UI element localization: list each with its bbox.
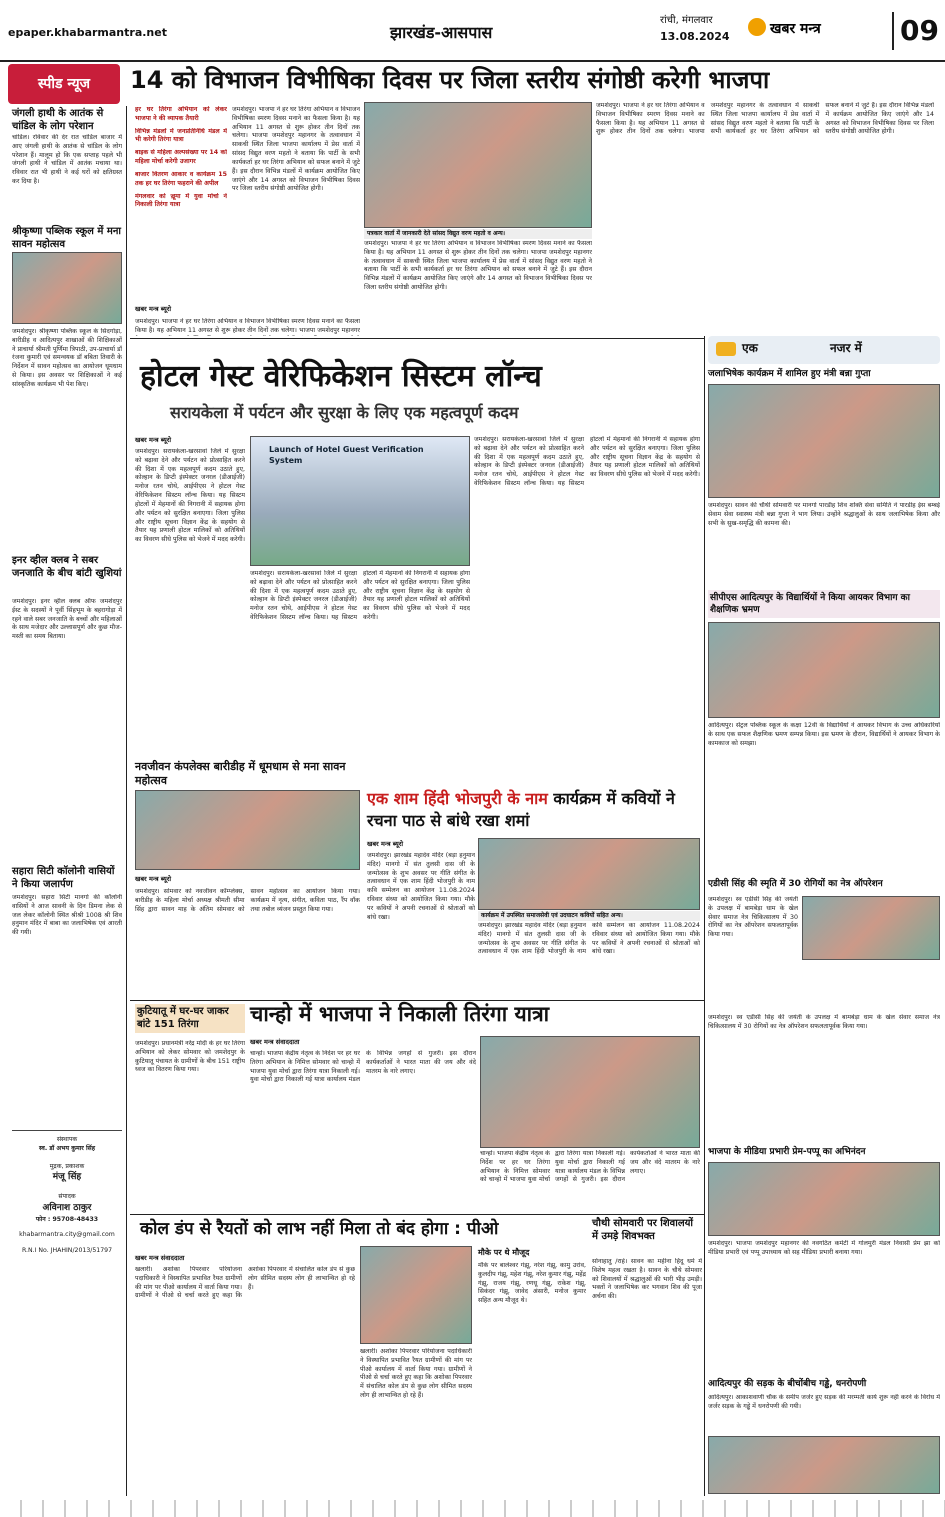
rni-number: R.N.I No. JHAHIN/2013/51797 — [21, 1246, 113, 1254]
sahara-city-headline: सहारा सिटी कॉलोनी वासियों ने किया जलार्पण — [12, 866, 115, 890]
eye-icon — [716, 342, 736, 356]
section-divider — [130, 1214, 705, 1215]
kavi-byline: खबर मन्त्र ब्यूरो — [367, 840, 404, 848]
kutiyatu-text: जमशेदपुर। प्रधानमंत्री नरेंद्र मोदी के हर घर तिरंगा अभियान को लेकर सोमवार को जमशेदपुर के कुटियातू पंचायत के ग्रामीणों के बीच 151 राष्ट्रीय ध्वज का वितरण किया गया। — [135, 1040, 245, 1074]
coal-headline: कोल डंप से रैयतों को लाभ नहीं मिला तो बंद होगा : पीओ — [140, 1219, 499, 1239]
kavi-photo — [478, 838, 700, 910]
navjeevan-byline: खबर मन्त्र ब्यूरो — [135, 875, 172, 883]
mauke-text: मौके पर बालेश्वर गंझू, नरेश गंझू, कामु उरांव, कुलदीप गंझू, महेश गंझू, नरेश कुमार गंझू, महेंद्र गंझू, राजय गंझू, रणधू गंझू, राकेश गंझू, सिकंदर गंझू, जावेद अंसारी, मनोज कुमार सहित अन्य मौजूद थे। — [478, 1262, 586, 1305]
lead-text-a: जमशेदपुर। भाजपा ने हर घर तिरंगा अभियान व विभाजन विभीषिका स्मरण दिवस मनाने का फैसला किया है। यह अभियान 11 अगस्त से शुरू होकर तीन दिनों तक चलेगा। भाजपा जमशेदपुर महानगर — [135, 318, 360, 334]
chanho-headline: चान्हो में भाजपा ने निकाली तिरंगा यात्रा — [250, 1002, 550, 1026]
epaper-url[interactable]: epaper.khabarmantra.net — [8, 26, 167, 39]
lead-bullets — [135, 106, 227, 306]
media-prabhari-headline: भाजपा के मीडिया प्रभारी प्रेम-पप्पू का अभिनंदन — [708, 1147, 866, 1157]
sahara-city-text: जमशेदपुर। सहारा सिटी मानगो की कॉलोनी वासियों ने आज सावनी के दिन डिमना लेक से जल लेकर कॉलोनी स्थित श्रीश्री 1008 श्री शिव हनुमान मंदिर में बाबा का जलाभिषेक एवं आरती की गयी। — [12, 894, 122, 937]
lead-bullet: बाइक से महिला अल्पसंख्या पर 14 को महिला मोर्चा करेगी उजागर — [135, 149, 227, 166]
lead-text-d: जमशेदपुर। भाजपा ने हर घर तिरंगा अभियान व विभाजन विभीषिका स्मरण दिवस मनाने का फैसला किया है। यह अभियान 11 अगस्त से शुरू होकर तीन दिनों तक चलेगा। भाजपा जमशेदपुर महानगर के तत्वावधान में साकची स्थित जिला भाजपा कार्यालय में प्रेस वार्ता में सांसद विद्युत वरण महतो ने बताया कि पार्टी के सभी कार्यकर्ता हर घर तिरंगा अभियान को सफल बनाने में जुटे हैं। इस दौरान विभिन्न मंडलों में कार्यक्रम आयोजित किए जाएंगे और 14 अगस्त को विभाजन विभीषिका दिवस पर जिला स्तरीय संगोष्ठी आयोजित होगी। — [596, 102, 934, 136]
hotel-byline: खबर मन्त्र ब्यूरो — [135, 436, 172, 444]
founder-label: संस्थापक — [56, 1136, 78, 1143]
publisher-label: मुद्रक, प्रकाशक — [49, 1162, 85, 1170]
chanho-byline: खबर मन्त्र संवाददाता — [250, 1038, 300, 1046]
cps-headline: सीपीएस आदित्यपुर के विद्यार्थियों ने किया आयकर विभाग का शैक्षणिक भ्रमण — [708, 590, 940, 618]
eye-camp-text-a: जमशेदपुर। स्व एडीसी सिंह की जयंती के उपलक्ष में बामबेड़ा धाम के खेल सेवार समाज नेत्र चिकित्सालय में 30 रोगियों का नेत्र ऑपरेशन सफलतापूर्वक किया गया। — [708, 896, 798, 939]
eye-camp-headline: एडीसी सिंह की स्मृति में 30 रोगियों का नेत्र ऑपरेशन — [708, 879, 883, 889]
hotel-text-c: जमशेदपुर। सरायकेला-खरसावां जिले में सुरक्षा को बढ़ावा देने और पर्यटन को प्रोत्साहित करने की दिशा में एक महत्वपूर्ण कदम उठाते हुए, कोल्हान के डिप्टी इंस्पेक्टर जनरल (डीआईजी) मनोज रतन चोथे, आईपीएस ने होटल गेस्ट वेरिफिकेशन सिस्टम लॉन्च किया। यह सिस्टम होटलों में मेहमानों की निगरानी में सहायक होगा और पर्यटन को सुरक्षित बनाएगा। जिला पुलिस और राष्ट्रीय सूचना विज्ञान केंद्र के सहयोग से तैयार यह प्रणाली होटल मालिकों को अतिथियों का विवरण सीधे पुलिस को भेजने में मदद करेगी। — [474, 436, 700, 488]
elephant-headline: जंगली हाथी के आतंक से चांडिल के लोग परेशान — [12, 108, 104, 132]
lead-bullet: हर घर तिरंगा अभियान को लेकर भाजपा ने की व्यापक तैयारी — [135, 106, 227, 122]
speed-news-badge: स्पीड न्यूज — [8, 64, 120, 104]
section-title: झारखंड-आसपास — [390, 23, 493, 42]
kavi-headline-red: एक शाम हिंदी भोजपुरी के नाम — [367, 789, 548, 808]
launch-screen-text: Launch of Hotel Guest Verification System — [269, 445, 424, 465]
brand-logo-icon — [748, 18, 766, 36]
right-column-divider — [704, 336, 705, 1496]
media-prabhari-text: जमशेदपुर। भाजपा जमशेदपुर महानगर की नवगठित कमेटी में गोलमुरी मंडल निवासी प्रेम झा को मीडिया प्रभारी एवं पप्पू उपाध्याय को सह मीडिया प्रभारी बनाया गया। — [708, 1240, 940, 1256]
jalabhishek-headline: जलाभिषेक कार्यक्रम में शामिल हुए मंत्री बन्ना गुप्ता — [708, 369, 871, 379]
media-prabhari-photo — [708, 1162, 940, 1236]
jalabhishek-text: जमशेदपुर। सावन की चौथी सोमवारी पर मानगो पारडीह शिव शक्ति सेवा समिति ने पारडीह ईस बम्बई सेवाम सेवा स्वास्थ्य मंत्री बन्ना गुप्ता ने भाग लिया। उन्होंने श्रद्धालुओं के साथ जलाभिषेक किया और सभी के सुख-समृद्धि की कामना की। — [708, 502, 940, 527]
lead-bullet: विभिन्न मंडलों में जनप्रतिनिधि मंडल में भी करेगी तिरंगा यात्रा — [135, 127, 227, 144]
section-divider — [130, 338, 705, 339]
place-day: रांची, मंगलवार — [660, 15, 713, 26]
road-potholes-text: आदित्यपुर। आकाशवाणी चौक के समीप जर्जर हुए सड़क की मरम्मती कार्य शुरू नहीं करने के विरोध में जर्जर सड़क के गड्ढे में धनरोपणी की गयी। — [708, 1394, 940, 1410]
hotel-text-a: जमशेदपुर। सरायकेला-खरसावां जिले में सुरक्षा को बढ़ावा देने और पर्यटन को प्रोत्साहित करने की दिशा में एक महत्वपूर्ण कदम उठाते हुए, कोल्हान के डिप्टी इंस्पेक्टर जनरल (डीआईजी) मनोज रतन चोथे, आईपीएस ने होटल गेस्ट वेरिफिकेशन सिस्टम लॉन्च किया। यह सिस्टम होटलों में मेहमानों की निगरानी में सहायक होगा और पर्यटन को सुरक्षित बनाएगा। जिला पुलिस और राष्ट्रीय सूचना विज्ञान केंद्र के सहयोग से तैयार यह प्रणाली होटल मालिकों को अतिथियों का विवरण सीधे पुलिस को भेजने में मदद करेगी। — [135, 448, 245, 544]
kavi-photo-caption: कार्यक्रम में उपस्थित समाजसेवी एवं उदघाटन कवियों सहित अन्य। — [478, 911, 700, 921]
publisher-name: मंजू सिंह — [52, 1171, 82, 1182]
hotel-headline: होटल गेस्ट वेरिफिकेशन सिस्टम लॉन्च — [140, 359, 542, 394]
coal-photo — [360, 1246, 472, 1344]
inner-wheel-headline: इनर व्हील क्लब ने सबर जनजाति के बीच बांटी खुशियां — [12, 555, 122, 579]
lead-bullet: मंगलवार को ज़्रूमा में युवा मोर्चा ने निकाली तिरंगा यात्रा — [135, 192, 227, 209]
kavi-text-a: जमशेदपुर। झारखंड महादेव मंदिर (बड़ा हनुमान मंदिर) मानगो में संत तुलसी दास जी के जन्मोत्सव के शुभ अवसर पर गीति संगीत के तत्वावधान में एक शाम हिंदी भोजपुरी के नाम कवि सम्मेलन का आयोजन 11.08.2024 रविवार संध्या को आयोजित किया गया। मौके पर कवियों ने अपनी रचनाओं से श्रोताओं को बांधे रखा। — [367, 852, 475, 921]
chanho-text-a: चान्हो। भाजपा केंद्रीय नेतृत्व के निर्देश पर हर घर तिरंगा अभियान के निमित्त सोमवार को चान्हो में भाजपा युवा मोर्चा द्वारा तिरंगा यात्रा निकाली गई। युवा मोर्चा द्वारा निकाली गई यात्रा कार्यालय मंडल के विभिन्न जगहों से गुजरी। इस दौरान कार्यकर्ताओं ने भारत माता की जय और वंदे मातरम के नारे लगाए। — [250, 1050, 476, 1084]
chanho-text-b: चान्हो। भाजपा केंद्रीय नेतृत्व के निर्देश पर हर घर तिरंगा अभियान के निमित्त सोमवार को चान्हो में भाजपा युवा मोर्चा द्वारा तिरंगा यात्रा निकाली गई। युवा मोर्चा द्वारा निकाली गई यात्रा कार्यालय मंडल के विभिन्न जगहों से गुजरी। इस दौरान कार्यकर्ताओं ने भारत माता की जय और वंदे मातरम के नारे लगाए। — [480, 1150, 700, 1184]
editorial-box — [12, 1130, 122, 1490]
coal-text-a: खलारी। अशोका पिपरवार परियोजना पदाधिकारी ने विस्थापित प्रभावित रैयत ग्रामीणों की मांग पर पीओ कार्यालय में वार्ता किया गया। ग्रामीणों ने पीओ से चर्चा करते हुए कहा कि अशोका पिपरवार में संचालित कोल डंप से कुछ लोग सीमित सदस्य लोग ही लाभान्वित हो रहे हैं। — [135, 1266, 355, 1300]
hotel-subheadline: सरायकेला में पर्यटन और सुरक्षा के लिए एक महत्वपूर्ण कदम — [170, 403, 519, 422]
kavi-headline — [367, 788, 697, 831]
navjeevan-text: जमशेदपुर। सोमवार को नवजीवन कॉम्प्लेक्स, बारीडीह के महिला मोर्चा अध्यक्ष श्रीमती सीमा सिंह द्वारा सावन माह के अंतिम सोमवार को सावन महोत्सव का आयोजन किया गया। कार्यक्रम में नृत्य, संगीत, कविता पाठ, रैंप वॉक तथा तबोल व्यंजन प्रस्तुत किया गया। — [135, 888, 360, 913]
ek-nazar-tag2: नजर में — [830, 341, 862, 355]
editor-phone: फोन : 95708-48433 — [35, 1216, 99, 1224]
kavi-text-b: जमशेदपुर। झारखंड महादेव मंदिर (बड़ा हनुमान मंदिर) मानगो में संत तुलसी दास जी के जन्मोत्सव के शुभ अवसर पर गीति संगीत के तत्वावधान में एक शाम हिंदी भोजपुरी के नाम कवि सम्मेलन का आयोजन 11.08.2024 रविवार संध्या को आयोजित किया गया। मौके पर कवियों ने अपनी रचनाओं से श्रोताओं को बांधे रखा। — [478, 922, 700, 956]
lead-bullet: बाजार वितरण आकार व कार्यक्रम 15 तक हर घर तिरंगा फहराने की अपील — [135, 170, 227, 187]
page-footer — [0, 1500, 945, 1517]
lead-text-c: जमशेदपुर। भाजपा ने हर घर तिरंगा अभियान व विभाजन विभीषिका स्मरण दिवस मनाने का फैसला किया है। यह अभियान 11 अगस्त से शुरू होकर तीन दिनों तक चलेगा। भाजपा जमशेदपुर महानगर के तत्वावधान में साकची स्थित जिला भाजपा कार्यालय में प्रेस वार्ता में सांसद विद्युत वरण महतो ने बताया कि पार्टी के सभी कार्यकर्ता हर घर तिरंगा अभियान को सफल बनाने में जुटे हैं। इस दौरान विभिन्न मंडलों में कार्यक्रम आयोजित किए जाएंगे और 14 अगस्त को विभाजन विभीषिका दिवस पर जिला स्तरीय संगोष्ठी आयोजित होगी। — [364, 240, 592, 292]
founder-name: स्व. डॉ अभय कुमार सिंह — [38, 1145, 96, 1153]
road-potholes-photo — [708, 1436, 940, 1494]
cps-text: आदित्यपुर। सेंट्रल पब्लिक स्कूल के कक्षा 12वीं के विद्यार्थियों ने आयकर विभाग के उच्च अधिकारियों के साथ एक सफल शैक्षणिक भ्रमण सम्पन्न किया। इस भ्रमण के दौरान, विद्यार्थियों ने आयकर विभाग के कामकाज को समझा। — [708, 722, 940, 747]
kavi-headline-rest: कार्यक्रम में कवियों ने रचना पाठ से बांधे रखा शमां — [367, 789, 675, 830]
lead-headline: 14 को विभाजन विभीषिका दिवस पर जिला स्तरीय संगोष्ठी करेगी भाजपा — [130, 66, 770, 94]
lead-photo — [364, 102, 592, 228]
navjeevan-headline: नवजीवन कंपलेक्स बारीडीह में धूमधाम से मना सावन महोत्सव — [135, 760, 346, 787]
lead-text-b: जमशेदपुर। भाजपा ने हर घर तिरंगा अभियान व विभाजन विभीषिका स्मरण दिवस मनाने का फैसला किया है। यह अभियान 11 अगस्त से शुरू होकर तीन दिनों तक चलेगा। भाजपा जमशेदपुर महानगर के तत्वावधान में साकची स्थित जिला भाजपा कार्यालय में प्रेस वार्ता में सांसद विद्युत वरण महतो ने बताया कि पार्टी के सभी कार्यकर्ता हर घर तिरंगा अभियान को सफल बनाने में जुटे हैं। इस दौरान विभिन्न मंडलों में कार्यक्रम आयोजित किए जाएंगे और 14 अगस्त को विभाजन विभीषिका दिवस पर जिला स्तरीय संगोष्ठी आयोजित होगी। — [232, 106, 360, 193]
cps-photo — [708, 622, 940, 718]
kutiyatu-headline: कुटियातू में घर-घर जाकर बांटे 151 तिरंगा — [135, 1004, 245, 1033]
inner-wheel-text: जमशेदपुर। इनर व्हील क्लब ऑफ जमशेदपुर ईस्ट के सदस्यों ने पूर्वी सिंहभूम के बहरागोड़ा में रहने वाले सबर जनजाति के बच्चों और महिलाओं के साथ मजेदार और उल्लासपूर्ण और कुछ मौज-मस्ती का समय बिताया। — [12, 598, 122, 641]
editor-label: संपादक — [58, 1193, 76, 1201]
ek-nazar-tag: एक — [742, 341, 758, 355]
navjeevan-photo — [135, 790, 360, 870]
eye-camp-text-b: जमशेदपुर। स्व एडीसी सिंह की जयंती के उपलक्ष में बामबेड़ा धाम के खेल सेवार समाज नेत्र चिकित्सालय में 30 रोगियों का नेत्र ऑपरेशन सफलतापूर्वक किया गया। — [708, 1014, 940, 1030]
editor-email[interactable]: khabarmantra.city@gmail.com — [19, 1231, 115, 1239]
road-potholes-headline: आदित्यपुर की सड़क के बीचोंबीच गड्ढे, धनरोपणी — [708, 1379, 867, 1389]
eye-camp-photo — [802, 896, 940, 960]
jalabhishek-photo — [708, 384, 940, 498]
krishna-school-text: जमशेदपुर। श्रीकृष्णा पब्लिक स्कूल के सिदगोड़ा, बारीडीह व आदित्यपुर शाखाओं की शिक्षिकाओं ने प्राचार्या श्रीमती पूर्णिमा त्रिपाठी, उप-प्राचार्या डॉ रंजना कुमारी एवं समन्वयक डॉ बबिता तिवारी के निर्देशन में सावन महोत्सव का आयोजन धूमधाम से किया। इस अवसर पर शिक्षिकाओं ने कई सांस्कृतिक कार्यक्रम भी पेश किए। — [12, 328, 122, 388]
left-column-divider — [126, 106, 127, 1496]
chauthi-somvari-headline: चौथी सोमवारी पर शिवालयों में उमड़े शिवभक्त — [592, 1218, 694, 1242]
elephant-text: चांडिल। रविवार की देर रात चांडिल बाजार में आए जंगली हाथी के आतंक से चांडिल के लोग परेशान हैं। मालूम हो कि एक सप्ताह पहले भी जंगली हाथी ने चांडिल में आतंक मचाया था। रविवार रात भी हाथी ने कई घरों को क्षतिग्रस्त कर दिया है। — [12, 134, 122, 186]
lead-byline: खबर मन्त्र ब्यूरो — [135, 305, 172, 313]
coal-byline: खबर मन्त्र संवाददाता — [135, 1254, 185, 1262]
school-photo — [12, 252, 122, 324]
chauthi-somvari-text: सोनाहातु /राहे। सावन का महीना हिंदू धर्म में विशेष महत्व रखता है। सावन के चौथे सोमवार को शिवालयों में श्रद्धालुओं की भारी भीड़ उमड़ी। भक्तों ने जलाभिषेक कर भगवान शिव की पूजा अर्चना की। — [592, 1258, 702, 1301]
page-number: 09 — [892, 12, 939, 50]
lead-photo-caption: पत्रकार वार्ता में जानकारी देते सांसद विद्युत वरण महतो व अन्य। — [364, 229, 592, 239]
krishna-school-headline: श्रीकृष्णा पब्लिक स्कूल में मना सावन महोत्सव — [12, 226, 121, 250]
chanho-photo — [480, 1036, 700, 1148]
hotel-launch-photo — [250, 436, 470, 566]
brand-name: खबर मन्त्र — [770, 21, 821, 37]
coal-text-b: खलारी। अशोका पिपरवार परियोजना पदाधिकारी ने विस्थापित प्रभावित रैयत ग्रामीणों की मांग पर पीओ कार्यालय में वार्ता किया गया। ग्रामीणों ने पीओ से चर्चा करते हुए कहा कि अशोका पिपरवार में संचालित कोल डंप से कुछ लोग सीमित सदस्य लोग ही लाभान्वित हो रहे हैं। — [360, 1348, 472, 1400]
hotel-text-b: जमशेदपुर। सरायकेला-खरसावां जिले में सुरक्षा को बढ़ावा देने और पर्यटन को प्रोत्साहित करने की दिशा में एक महत्वपूर्ण कदम उठाते हुए, कोल्हान के डिप्टी इंस्पेक्टर जनरल (डीआईजी) मनोज रतन चोथे, आईपीएस ने होटल गेस्ट वेरिफिकेशन सिस्टम लॉन्च किया। यह सिस्टम होटलों में मेहमानों की निगरानी में सहायक होगा और पर्यटन को सुरक्षित बनाएगा। जिला पुलिस और राष्ट्रीय सूचना विज्ञान केंद्र के सहयोग से तैयार यह प्रणाली होटल मालिकों को अतिथियों का विवरण सीधे पुलिस को भेजने में मदद करेगी। — [250, 570, 470, 622]
editor-name: अविनाश ठाकुर — [42, 1202, 92, 1213]
mauke-headline: मौके पर थे मौजूद — [478, 1248, 530, 1257]
edition-date: 13.08.2024 — [660, 30, 730, 43]
